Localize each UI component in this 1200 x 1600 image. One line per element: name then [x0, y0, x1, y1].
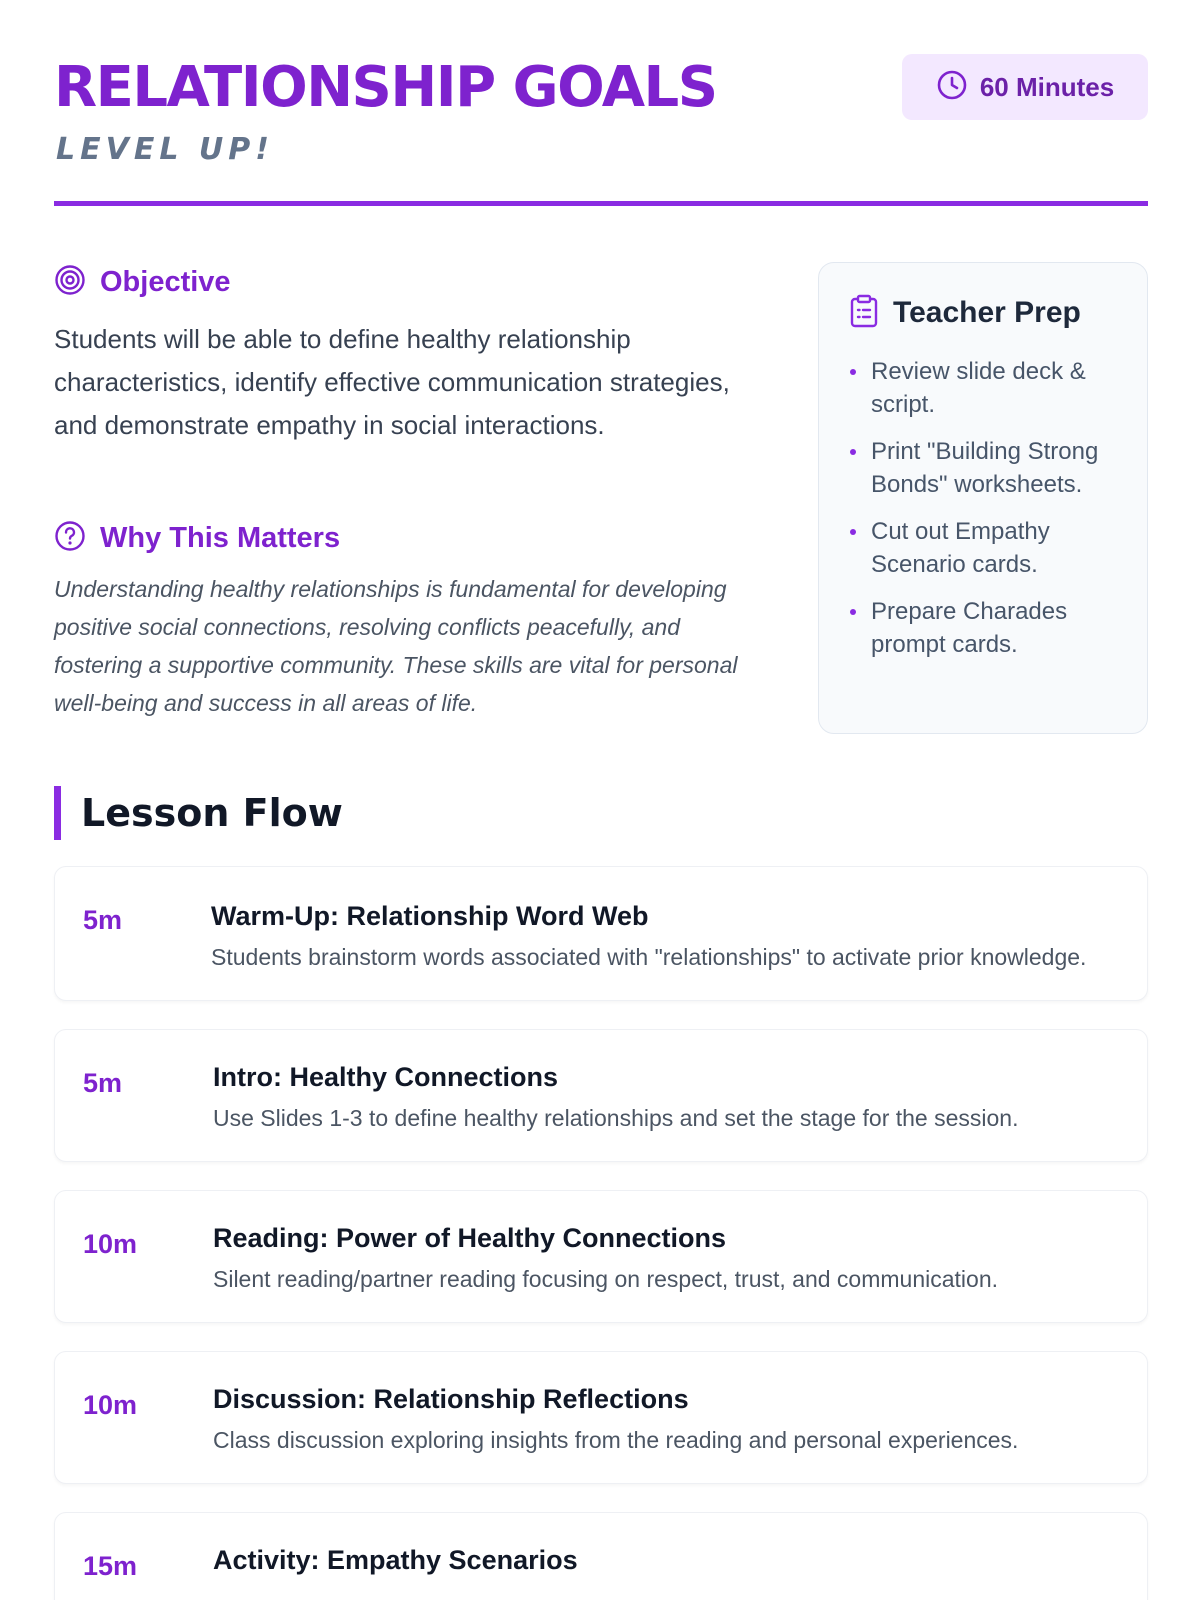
flow-step	[54, 1512, 1148, 1600]
why-section	[54, 518, 754, 722]
flow-step	[54, 1351, 1148, 1484]
list-item: Print "Building Strong Bonds" worksheets.	[849, 435, 1119, 501]
step-time: 10m	[83, 1229, 138, 1259]
why-title: Why This Matters	[100, 521, 341, 554]
objective-heading	[54, 262, 754, 302]
clock-icon	[936, 69, 968, 106]
prep-list	[849, 355, 1119, 661]
question-circle-icon	[54, 520, 86, 557]
page-subtitle: LEVEL UP!	[56, 132, 274, 167]
step-time: 10m	[83, 1390, 138, 1420]
overview-section	[54, 262, 1148, 732]
flow-step	[54, 1190, 1148, 1323]
why-text: Understanding healthy relationships is fundamental for developing positive social connections, resolving conflicts peacefully, and fostering a supportive community. These skills are vital for personal well-being and success in all areas of life.	[54, 576, 738, 716]
list-item: Prepare Charades prompt cards.	[849, 595, 1119, 661]
step-description: Silent reading/partner reading focusing on respect, trust, and communication.	[213, 1266, 998, 1292]
lesson-flow-heading	[54, 786, 343, 840]
why-heading	[54, 518, 754, 558]
header	[54, 0, 1148, 206]
objective-text: Students will be able to define healthy relationship characteristics, identify effective communication strategies, and demonstrate empathy in social interactions.	[54, 324, 730, 440]
step-description: Students brainstorm words associated with "relationships" to activate prior knowledge.	[211, 944, 1087, 970]
target-icon	[54, 264, 86, 301]
lesson-flow-title: Lesson Flow	[81, 791, 343, 835]
lesson-plan-page	[54, 0, 1148, 1581]
teacher-prep-card	[818, 262, 1148, 734]
step-title: Warm-Up: Relationship Word Web	[211, 901, 649, 931]
list-item: Review slide deck & script.	[849, 355, 1119, 421]
step-description: Use Slides 1-3 to define healthy relationships and set the stage for the session.	[213, 1105, 1019, 1131]
step-time: 5m	[83, 905, 123, 935]
clipboard-icon	[849, 294, 879, 333]
objective-title: Objective	[100, 265, 231, 298]
duration-text: 60 Minutes	[979, 71, 1115, 102]
page-title: RELATIONSHIP GOALS	[54, 55, 717, 120]
step-time: 15m	[83, 1551, 138, 1581]
flow-step	[54, 866, 1148, 1001]
step-title: Discussion: Relationship Reflections	[213, 1384, 689, 1414]
step-title: Activity: Empathy Scenarios	[213, 1545, 578, 1575]
step-description: Class discussion exploring insights from the reading and personal experiences.	[213, 1427, 1019, 1453]
flow-step	[54, 1029, 1148, 1162]
step-title: Intro: Healthy Connections	[213, 1062, 559, 1092]
step-time: 5m	[83, 1068, 123, 1098]
lesson-flow-list	[54, 866, 1148, 1600]
duration-badge	[902, 54, 1148, 120]
prep-heading	[849, 293, 1119, 333]
step-title: Reading: Power of Healthy Connections	[213, 1223, 727, 1253]
list-item: Cut out Empathy Scenario cards.	[849, 515, 1119, 581]
prep-title: Teacher Prep	[893, 296, 1081, 329]
objective-section	[54, 262, 754, 447]
